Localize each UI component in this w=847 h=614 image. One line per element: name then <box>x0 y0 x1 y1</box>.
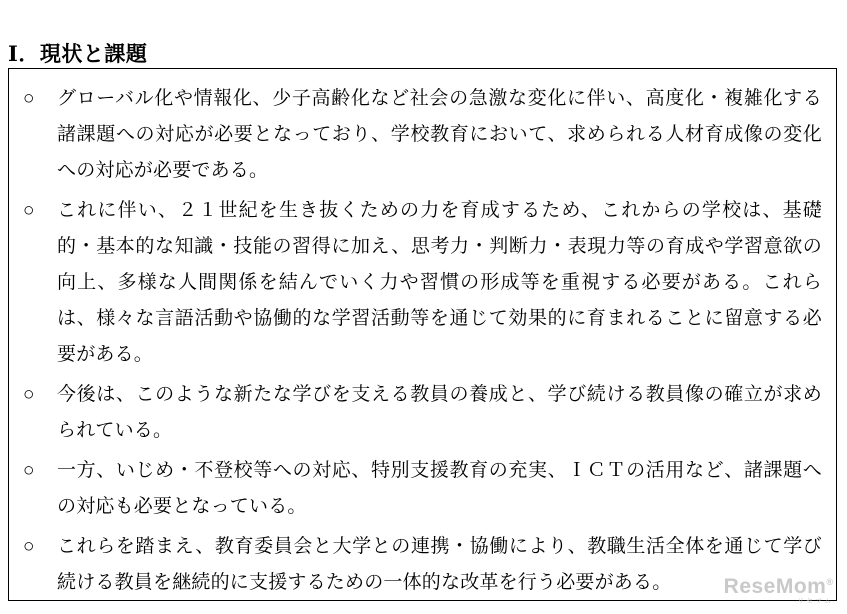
list-item <box>23 453 822 525</box>
list-item <box>23 377 822 449</box>
content-box <box>8 68 837 601</box>
watermark-text: ReseMom <box>723 575 827 598</box>
bullet-marker-icon: ○ <box>23 536 35 557</box>
watermark-subtitle: リセマム <box>797 598 833 605</box>
page-title: Ⅰ．現状と課題 <box>8 42 148 66</box>
bullet-marker-icon: ○ <box>23 460 35 481</box>
bullet-marker-icon: ○ <box>23 384 35 405</box>
list-item <box>23 529 822 601</box>
paragraph-text: これらを踏まえ、教育委員会と大学との連携・協働により、教職生活全体を通じて学び続ける教員を継続的に支援するための一体的な改革を行う必要がある。 <box>57 536 822 593</box>
watermark-logo <box>724 575 833 606</box>
paragraph-text: 一方、いじめ・不登校等への対応、特別支援教育の充実、ＩＣＴの活用など、諸課題への対応も必要となっている。 <box>57 460 822 517</box>
trademark-symbol: ® <box>826 577 833 587</box>
bullet-marker-icon: ○ <box>23 88 35 109</box>
list-item <box>23 81 822 189</box>
paragraph-text: 今後は、このような新たな学びを支える教員の養成と、学び続ける教員像の確立が求められている。 <box>57 384 822 441</box>
list-item <box>23 193 822 373</box>
bullet-marker-icon: ○ <box>23 200 35 221</box>
paragraph-text: グローバル化や情報化、少子高齢化など社会の急激な変化に伴い、高度化・複雑化する諸課題への対応が必要となっており、学校教育において、求められる人材育成像の変化への対応が必要である。 <box>57 88 822 181</box>
paragraph-text: これに伴い、２１世紀を生き抜くための力を育成するため、これからの学校は、基礎的・基本的な知識・技能の習得に加え、思考力・判断力・表現力等の育成や学習意欲の向上、多様な人間関係を結んでいく力や習慣の形成等を重視する必要がある。これらは、様々な言語活動や協働的な学習活動等を通じて効果的に育まれることに留意する必要がある。 <box>57 200 822 365</box>
